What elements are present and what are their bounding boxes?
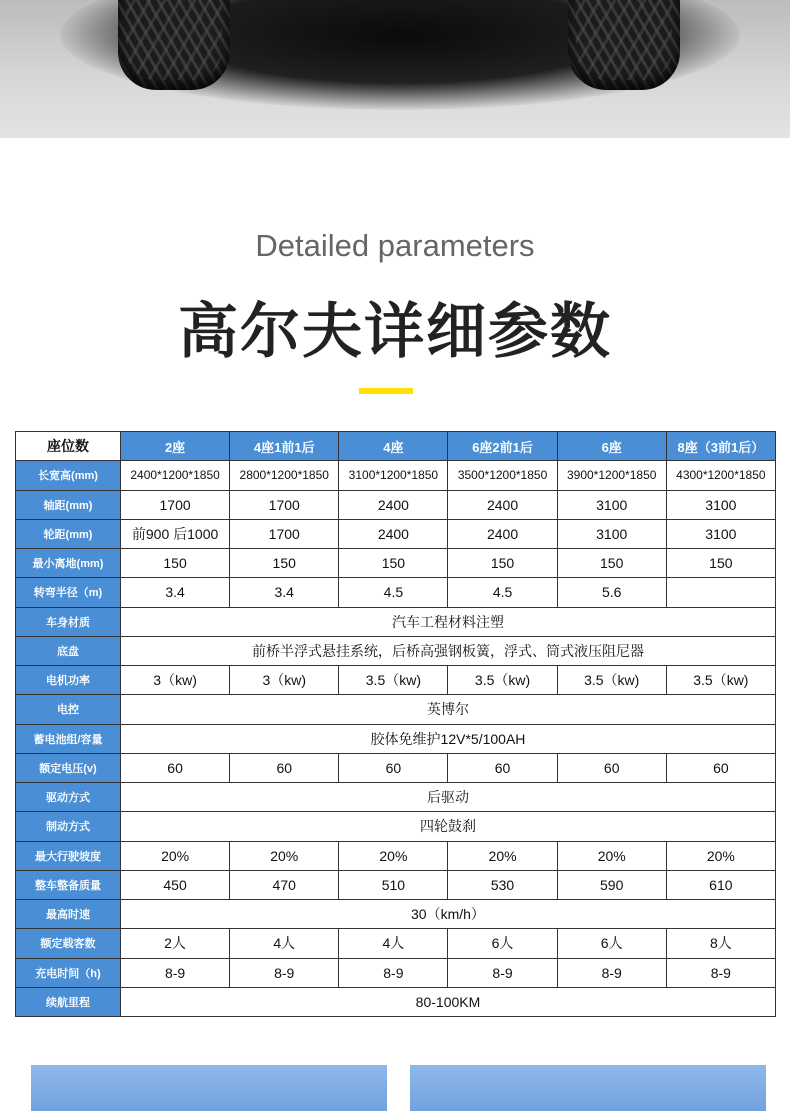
table-cell: 3900*1200*1850 [557,461,666,490]
table-cell: 450 [121,870,230,899]
table-cell: 6人 [448,929,557,958]
table-cell: 470 [230,870,339,899]
table-cell: 60 [339,753,448,782]
left-tire-image [118,0,230,90]
table-cell: 530 [448,870,557,899]
merged-cell: 胶体免维护12V*5/100AH [121,724,776,753]
section-subtitle: Detailed parameters [255,228,535,263]
table-cell: 8-9 [557,958,666,987]
table-row [16,870,776,899]
table-row [16,753,776,782]
table-row [16,900,776,929]
table-cell: 590 [557,870,666,899]
table-header-row [16,432,776,461]
table-row [16,519,776,548]
table-row [16,783,776,812]
table-cell: 8-9 [339,958,448,987]
table-cell: 20% [230,841,339,870]
column-header: 8座（3前1后） [666,432,775,461]
table-cell: 8-9 [230,958,339,987]
table-cell: 8-9 [448,958,557,987]
merged-cell: 前桥半浮式悬挂系统，后桥高强钢板簧，浮式、筒式液压阻尼器 [121,636,776,665]
table-cell: 510 [339,870,448,899]
table-cell: 3.5（kw) [448,666,557,695]
table-cell: 3（kw) [121,666,230,695]
table-cell: 8-9 [121,958,230,987]
table-cell: 4人 [339,929,448,958]
table-row [16,636,776,665]
column-header: 4座1前1后 [230,432,339,461]
hero-banner [0,0,790,138]
table-cell: 3.5（kw) [557,666,666,695]
row-label: 充电时间（h) [16,958,121,987]
merged-cell: 后驱动 [121,783,776,812]
bottom-card-left [31,1065,387,1111]
table-cell: 8人 [666,929,775,958]
merged-cell: 汽车工程材料注塑 [121,607,776,636]
table-row [16,490,776,519]
table-cell: 150 [666,549,775,578]
table-cell [666,578,775,607]
table-cell: 5.6 [557,578,666,607]
row-label: 最大行驶坡度 [16,841,121,870]
table-cell: 2400 [339,519,448,548]
bottom-card-right [410,1065,766,1111]
table-cell: 20% [666,841,775,870]
section-title: 高尔夫详细参数 [178,297,612,367]
row-label: 车身材质 [16,607,121,636]
table-cell: 3100*1200*1850 [339,461,448,490]
table-row [16,812,776,841]
row-label: 蓄电池组/容量 [16,724,121,753]
title-underline [359,388,413,394]
table-cell: 610 [666,870,775,899]
table-cell: 20% [448,841,557,870]
table-cell: 1700 [230,490,339,519]
table-cell: 150 [121,549,230,578]
table-row [16,461,776,490]
table-cell: 4人 [230,929,339,958]
table-cell: 2400 [339,490,448,519]
table-cell: 60 [666,753,775,782]
row-label: 制动方式 [16,812,121,841]
table-cell: 3100 [666,490,775,519]
table-row [16,958,776,987]
merged-cell: 四轮鼓刹 [121,812,776,841]
table-cell: 4.5 [448,578,557,607]
row-label: 轮距(mm) [16,519,121,548]
column-header: 4座 [339,432,448,461]
row-label: 续航里程 [16,987,121,1016]
table-cell: 3.5（kw) [339,666,448,695]
column-header: 6座2前1后 [448,432,557,461]
table-row [16,607,776,636]
table-cell: 150 [448,549,557,578]
table-cell: 4300*1200*1850 [666,461,775,490]
row-label: 底盘 [16,636,121,665]
row-label: 整车整备质量 [16,870,121,899]
table-cell: 60 [448,753,557,782]
row-label: 轴距(mm) [16,490,121,519]
right-tire-image [568,0,680,90]
table-cell: 4.5 [339,578,448,607]
row-label: 最高时速 [16,900,121,929]
table-cell: 150 [230,549,339,578]
table-cell: 60 [121,753,230,782]
table-cell: 前900 后1000 [121,519,230,548]
table-cell: 8-9 [666,958,775,987]
table-cell: 3.5（kw) [666,666,775,695]
row-label: 驱动方式 [16,783,121,812]
table-cell: 3.4 [230,578,339,607]
table-cell: 2人 [121,929,230,958]
column-header: 2座 [121,432,230,461]
row-label: 最小离地(mm) [16,549,121,578]
table-cell: 60 [557,753,666,782]
row-label: 额定载客数 [16,929,121,958]
table-cell: 2400*1200*1850 [121,461,230,490]
table-cell: 3（kw) [230,666,339,695]
table-row [16,695,776,724]
row-label: 额定电压(v) [16,753,121,782]
table-cell: 2400 [448,519,557,548]
table-cell: 60 [230,753,339,782]
table-row [16,666,776,695]
table-cell: 20% [339,841,448,870]
table-row [16,929,776,958]
table-row [16,578,776,607]
row-label: 电机功率 [16,666,121,695]
row-label: 转弯半径（m) [16,578,121,607]
table-cell: 20% [557,841,666,870]
table-cell: 2800*1200*1850 [230,461,339,490]
table-cell: 20% [121,841,230,870]
table-cell: 3100 [557,490,666,519]
table-row [16,549,776,578]
table-row [16,724,776,753]
table-cell: 3100 [557,519,666,548]
header-corner: 座位数 [16,432,121,461]
table-cell: 3100 [666,519,775,548]
table-cell: 150 [557,549,666,578]
table-cell: 6人 [557,929,666,958]
table-row [16,987,776,1016]
row-label: 长宽高(mm) [16,461,121,490]
table-cell: 1700 [121,490,230,519]
row-label: 电控 [16,695,121,724]
table-row [16,841,776,870]
table-cell: 1700 [230,519,339,548]
table-cell: 150 [339,549,448,578]
spec-table [15,431,776,1017]
table-cell: 2400 [448,490,557,519]
column-header: 6座 [557,432,666,461]
merged-cell: 英博尔 [121,695,776,724]
table-cell: 3500*1200*1850 [448,461,557,490]
merged-cell: 80-100KM [121,987,776,1016]
merged-cell: 30（km/h） [121,900,776,929]
table-cell: 3.4 [121,578,230,607]
